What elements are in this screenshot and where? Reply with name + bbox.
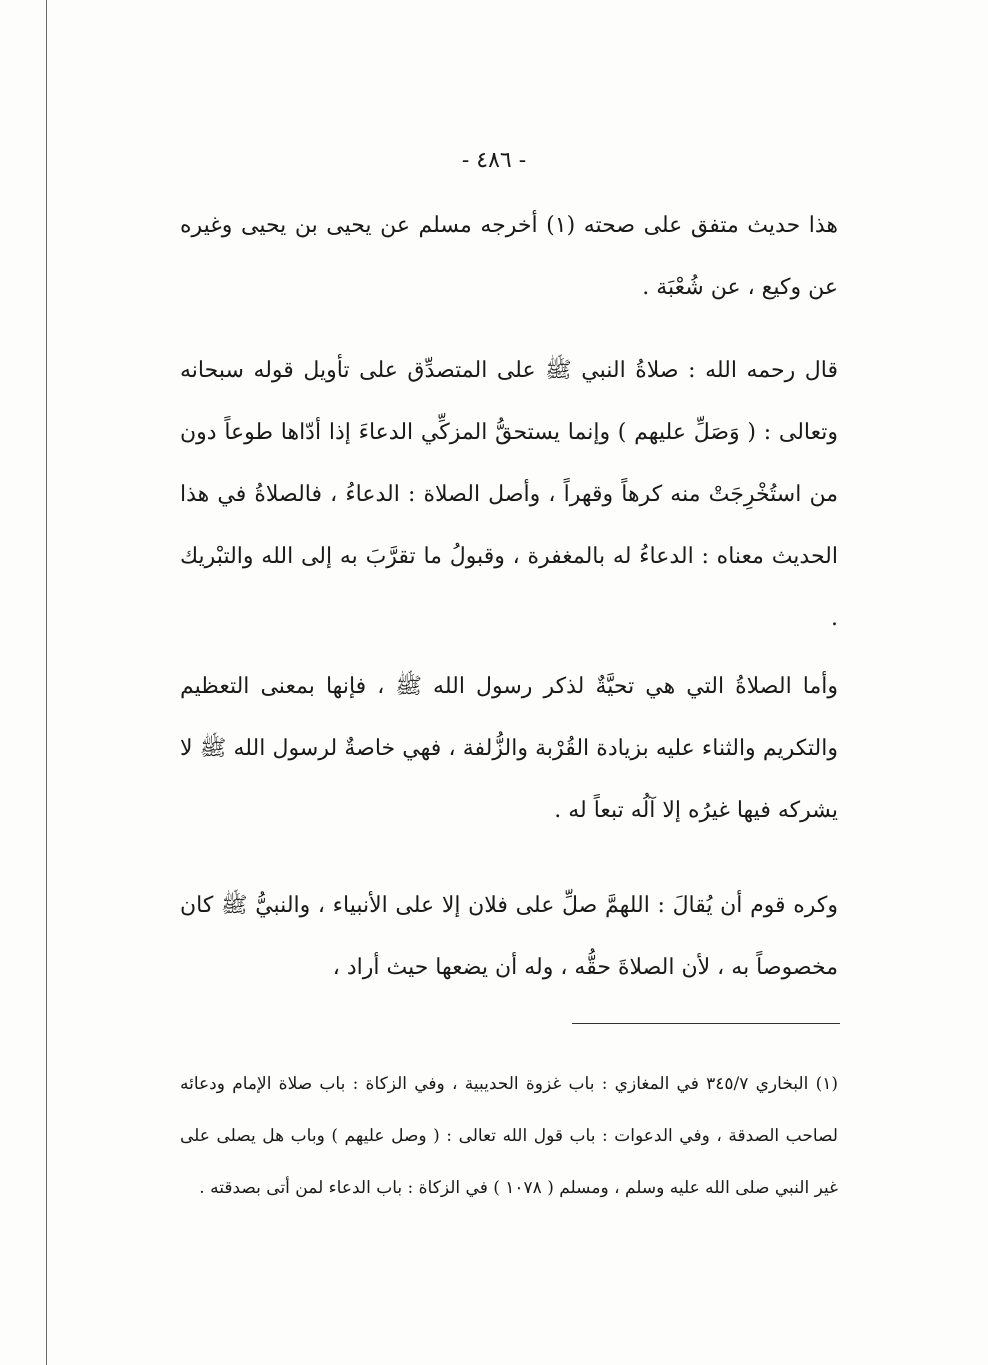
footnote: (١) البخاري ٣٤٥/٧ في المغازي : باب غزوة الحديبية ، وفي الزكاة : باب صلاة الإمام ودعائه لصاحب الصدقة ، وفي الدعوات : باب قول الله تعالى : ( وصل عليهم ) وباب هل يصلى على غير النبي صلى الله عليه وسلم ، ومسلم ( ١٠٧٨ ) في الزكاة : باب الدعاء لمن أتى بصدقته . [180, 1074, 838, 1198]
paragraph-text: وأما الصلاةُ التي هي تحيَّةٌ لذكر رسول الله ﷺ ، فإنها بمعنى التعظيم والتكريم والثناء عليه بزيادة القُرْبة والزُّلفة ، فهي خاصةٌ لرسول الله ﷺ لا يشركه فيها غيرُه إلا آلُه تبعاً له . [180, 674, 838, 823]
paragraph-hadith-source [180, 195, 838, 319]
footnote-divider [572, 1023, 840, 1024]
paragraph-text: قال رحمه الله : صلاةُ النبي ﷺ على المتصدِّق على تأويل قوله سبحانه وتعالى : ( وَصَلِّ عليهم ) وإنما يستحقُّ المزكِّي الدعاءَ إذا أدّاها طوعاً دون من استُخْرِجَتْ منه كرهاً وقهراً ، وأصل الصلاة : الدعاءُ ، فالصلاةُ في هذا الحديث معناه : الدعاءُ له بالمغفرة ، وقبولُ ما تقرَّبَ به إلى الله والتبْريك . [180, 358, 838, 631]
paragraph-text: وكره قوم أن يُقالَ : اللهمَّ صلِّ على فلان إلا على الأنبياء ، والنبيُّ ﷺ كان مخصوصاً به ، لأن الصلاةَ حقُّه ، وله أن يضعها حيث أراد ، [180, 893, 838, 980]
paragraph-text: هذا حديث متفق على صحته (١) أخرجه مسلم عن يحيى بن يحيى وغيره عن وكيع ، عن شُعْبَة . [180, 213, 838, 300]
page-number: - ٤٨٦ - [461, 148, 527, 173]
binding-edge-line [46, 0, 47, 1365]
paragraph-commentary-prayer [180, 340, 838, 650]
paragraph-disliked-usage [180, 875, 838, 999]
paragraph-salutation-meaning [180, 656, 838, 842]
